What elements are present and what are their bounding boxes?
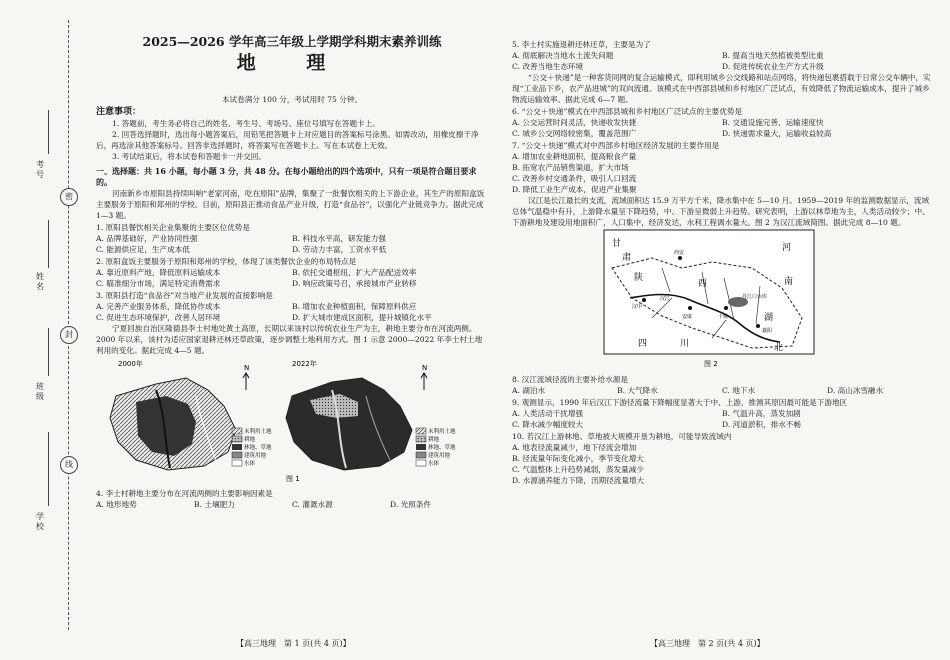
- legend-label: 林地、草地: [428, 445, 456, 451]
- option-a: A. 品牌基础好，产业协同性强: [96, 234, 198, 243]
- fill-line-exam-number: [48, 110, 49, 154]
- question-stem: 5. 李士村实施退耕还林还草，主要是为了: [512, 40, 651, 49]
- legend-swatch-forest: [416, 444, 426, 450]
- city-dot: [724, 306, 728, 310]
- question-stem: 1. 原阳县餐饮相关企业集聚的主要区位优势是: [96, 223, 250, 232]
- option-b: B. 土壤肥力: [194, 500, 235, 509]
- question-2: [96, 256, 488, 289]
- option-c: C. 瞄准细分市场，满足特定消费需求: [96, 279, 221, 288]
- right-column: [512, 38, 932, 486]
- fig1-north-left: N: [244, 364, 250, 372]
- legend-label: 建筑用地: [244, 453, 267, 459]
- option-c: C. 地下水: [722, 386, 756, 395]
- fig2-caption: 图 2: [704, 360, 718, 368]
- option-a: A. 湖泊水: [512, 386, 546, 395]
- option-a: A. 地表径流量减少，地下径流会增加: [512, 443, 637, 452]
- option-c: C. 能源供应足，生产成本低: [96, 245, 190, 254]
- city-label: 襄阳: [762, 328, 773, 334]
- city-label: 丹江口水库: [742, 294, 768, 300]
- region-label: 四: [638, 339, 648, 349]
- city-label: 十堰: [718, 314, 729, 320]
- region-label: 陕: [634, 273, 644, 283]
- river-label: 汉江: [660, 296, 671, 302]
- figure-2-hanjiang-map: [512, 228, 932, 370]
- option-b: B. 提高当地天然植被类型比重: [722, 51, 824, 60]
- option-d: D. 光照条件: [390, 500, 432, 509]
- region-label: 北: [774, 343, 784, 353]
- note-item: 2. 回答选择题时，选出每小题答案后，用铅笔把答题卡上对应题目的答案标号涂黑。如需改动，用橡皮擦干净后，再选涂其他答案标号。回答非选择题时，将答案写在答题卡上。写在本试卷上无效。: [96, 130, 479, 150]
- left-column: [96, 94, 488, 510]
- region-label: 川: [680, 339, 690, 349]
- region-label: 南: [784, 277, 794, 287]
- option-b: B. 科技水平高，研发能力强: [292, 234, 386, 243]
- option-c: C. 改善当地生态环境: [512, 62, 584, 71]
- region-label: 甘: [612, 239, 622, 249]
- city-dot: [642, 298, 646, 302]
- region-label: 肃: [622, 253, 632, 263]
- option-a: A. 彻底解决当地水土流失问题: [512, 51, 614, 60]
- options: [96, 499, 488, 510]
- option-b: B. 增加农业种植面积，保障原料供应: [292, 302, 417, 311]
- option-b: B. 依托交通枢纽，扩大产品配送效率: [292, 268, 417, 277]
- question-9: [512, 397, 932, 430]
- legend-label: 建筑用地: [428, 453, 451, 459]
- legend-swatch-built: [416, 452, 426, 458]
- section-heading: 一、选择题：共 16 小题，每小题 3 分，共 48 分。在每小题给出的四个选项中，只有一项是符合题目要求的。: [96, 166, 477, 187]
- city-label: 汉中: [632, 304, 643, 310]
- question-5: [512, 39, 932, 72]
- exam-info: 本试卷满分 100 分，考试用时 75 分钟。: [221, 95, 363, 104]
- city-dot: [756, 324, 760, 328]
- fill-line-class: [48, 328, 49, 376]
- option-b: B. 拓宽农产品销售渠道，扩大市场: [512, 163, 629, 172]
- question-stem: 4. 李士村耕地主要分布在河流两侧的主要影响因素是: [96, 489, 273, 498]
- option-d: D. 水源涵养能力下降，汛期径流量增大: [512, 476, 645, 485]
- option-c: C. 灌溉水源: [292, 500, 333, 509]
- options: [512, 50, 932, 72]
- legend-label: 林地、草地: [244, 445, 272, 451]
- question-7: [512, 140, 932, 195]
- legend-swatch-farmland: [232, 436, 242, 442]
- legend-swatch-water: [232, 460, 242, 466]
- fig1-year-left: 2000年: [118, 360, 143, 368]
- options: [96, 267, 488, 289]
- question-stem: 8. 汉江流域径流的主要补给水源是: [512, 375, 628, 384]
- question-8: [512, 374, 932, 396]
- question-1: [96, 222, 488, 255]
- legend-swatch-farmland: [416, 436, 426, 442]
- region-label: 湖: [764, 313, 774, 323]
- legend-swatch-water: [416, 460, 426, 466]
- option-d: D. 降低工业生产成本，促进产业集聚: [512, 185, 637, 194]
- option-b: B. 气温升高，蒸发加剧: [722, 409, 801, 418]
- fig1-right-forest: [286, 378, 412, 470]
- binding-margin: [0, 0, 88, 660]
- city-dot: [688, 306, 692, 310]
- label-name: 姓名: [36, 272, 44, 291]
- label-class: 班级: [36, 382, 44, 401]
- option-d: D. 劳动力丰富，工资水平低: [292, 245, 387, 254]
- note-item: 3. 考试结束后，将本试卷和答题卡一并交回。: [112, 152, 266, 161]
- option-a: A. 公交运营时间灵活，快递收发快捷: [512, 118, 637, 127]
- seal-mark: 密: [60, 188, 78, 206]
- legend-swatch-built: [232, 452, 242, 458]
- legend-swatch-unused: [232, 428, 242, 434]
- seal-mark: 封: [60, 326, 78, 344]
- option-d: D. 河道淤积，排水不畅: [722, 420, 801, 429]
- fig1-year-right: 2022年: [292, 360, 317, 368]
- option-b: B. 径流量年际变化减小，季节变化增大: [512, 454, 644, 463]
- legend-swatch-forest: [232, 444, 242, 450]
- question-10: [512, 431, 932, 486]
- label-school: 学校: [36, 512, 44, 531]
- option-c: C. 改善乡村交通条件，吸引人口回流: [512, 174, 637, 183]
- option-a: A. 地形地势: [96, 500, 137, 509]
- options: [512, 408, 932, 430]
- passage: 汉江是长江最长的支流，流域面积达 15.9 万平方千米，降水集中在 5—10 月。1959—2019 年的监测数据显示，流域总体气温稳中有升，上游降水量呈下降趋势，中、下游呈微弱上升趋势。研究表明，上游以林草地为主，人类活动较少；中、下游耕地及建设用地面积广，人口集中，经济发达，水利工程调水量大。图 2 为汉江流域简图。据此完成 8—10 题。: [512, 196, 930, 227]
- option-d: D. 扩大城市建成区面积，提升城镇化水平: [292, 313, 432, 322]
- fig1-north-right: N: [422, 364, 428, 372]
- options: [512, 385, 932, 396]
- north-arrow-icon: [243, 373, 249, 390]
- option-d: D. 高山冰雪融水: [827, 386, 884, 395]
- option-b: B. 交通设施完善，运输速度快: [722, 118, 824, 127]
- option-d: D. 促进传统农业生产方式升级: [722, 62, 824, 71]
- question-stem: 10. 若汉江上游林地、草地被大规模开垦为耕地，可能导致流域内: [512, 432, 732, 441]
- city-label: 安康: [682, 314, 693, 320]
- option-c: C. 促进生态环境保护，改善人居环境: [96, 313, 221, 322]
- question-3: [96, 290, 488, 323]
- option-c: C. 气温整体上升趋势减弱，蒸发量减少: [512, 465, 644, 474]
- passage: “公交＋快递”是一种客货同网的复合运输模式，即利用城乡公交线路和站点网络，将快递包裹搭载于日常公交车辆中，实现“工业品下乡，农产品进城”的双向流通。该模式在中西部县城和乡村地区广泛试点，有效降低了物流运输成本，提升了城乡物流运输效率。据此完成 6—7 题。: [512, 73, 931, 104]
- page-footer-left: 【高三地理 第 1 页(共 4 页)】: [236, 639, 351, 648]
- option-c: C. 降水减少幅度较大: [512, 420, 584, 429]
- question-6: [512, 106, 932, 139]
- figure-1-land-use-maps: [96, 356, 488, 484]
- passage: 宁夏回族自治区隆德县李士村地处黄土高原，长期以来该村以传统农业生产为主，耕地主要分布在河流两侧。2000 年以来，该村为适应国家退耕还林还草政策，逐步调整土地利用方式。图 1 示意 2000—2022 年李士村土地利用的变化。据此完成 4—5 题。: [96, 324, 483, 355]
- region-label: 西: [698, 279, 708, 289]
- seal-mark: 线: [60, 456, 78, 474]
- option-d: D. 响应政策号召，承接城市产业转移: [292, 279, 417, 288]
- question-stem: 2. 原阳盒饭主要服务于原阳和郑州的学校，体现了该类餐饮企业的布局特点是: [96, 257, 357, 266]
- exam-title: 2025—2026 学年高三年级上学期学科期末素养训练: [142, 34, 442, 49]
- question-stem: 9. 观测显示，1990 年后汉江下游径流量下降幅度显著大于中、上游，推测其原因最可能是下游地区: [512, 398, 848, 407]
- legend-label: 耕地: [428, 437, 440, 443]
- option-a: A. 靠近原料产地，降低原料运输成本: [96, 268, 221, 277]
- question-stem: 7. “公交＋快递”模式对中西部乡村地区经济发展的主要作用是: [512, 141, 720, 150]
- options: [512, 117, 932, 139]
- notes-heading: 注意事项：: [96, 107, 142, 117]
- passage: 河南新乡市原阳县持续叫响“老家河南，吃在原阳”品牌，集聚了一批餐饮相关的上下游企业，其生产的原阳盒饭主要服务于原阳和郑州的学校。目前，原阳县正推动食品产业升级，打造“食品谷”，以强化产业链竞争力。据此完成 1—3 题。: [96, 189, 485, 220]
- option-c: C. 城乡公交网络较密集，覆盖范围广: [512, 129, 637, 138]
- fill-line-school: [48, 432, 49, 506]
- legend-label: 水体: [244, 461, 256, 467]
- legend-label: 未利用土地: [244, 429, 272, 435]
- page-footer-right: 【高三地理 第 2 页(共 4 页)】: [650, 639, 765, 648]
- question-4: [96, 488, 488, 510]
- question-stem: 3. 原阳县打造“食品谷”对当地产业发展的直接影响是: [96, 291, 273, 300]
- legend-label: 未利用土地: [428, 429, 456, 435]
- legend-swatch-unused: [416, 428, 426, 434]
- region-label: 河: [782, 243, 792, 253]
- options: [96, 301, 488, 323]
- north-arrow-icon: [421, 373, 427, 390]
- option-a: A. 人类活动干扰增强: [512, 409, 584, 418]
- options: [512, 442, 932, 486]
- option-b: B. 大气降水: [617, 386, 658, 395]
- fill-line-name: [48, 220, 49, 268]
- option-a: A. 完善产业服务体系，降低协作成本: [96, 302, 221, 311]
- options: [512, 151, 932, 195]
- subject-title: 地 理: [236, 52, 348, 74]
- label-exam-number: 考号: [36, 160, 44, 179]
- question-stem: 6. “公交＋快递”模式在中西部县城和乡村地区广泛试点的主要优势是: [512, 107, 743, 116]
- option-d: D. 快递需求量大，运输收益较高: [722, 129, 832, 138]
- note-item: 1. 答题前，考生务必将自己的姓名、考生号、考场号、座位号填写在答题卡上。: [112, 119, 380, 128]
- options: [96, 233, 488, 255]
- city-dot: [678, 256, 682, 260]
- legend-label: 水体: [428, 461, 440, 467]
- fig1-caption: 图 1: [286, 475, 300, 483]
- option-a: A. 增加农业耕地面积，提高粮食产量: [512, 152, 637, 161]
- legend-label: 耕地: [244, 437, 256, 443]
- seal-dash-line: [68, 20, 69, 630]
- city-label: 西安: [674, 250, 685, 256]
